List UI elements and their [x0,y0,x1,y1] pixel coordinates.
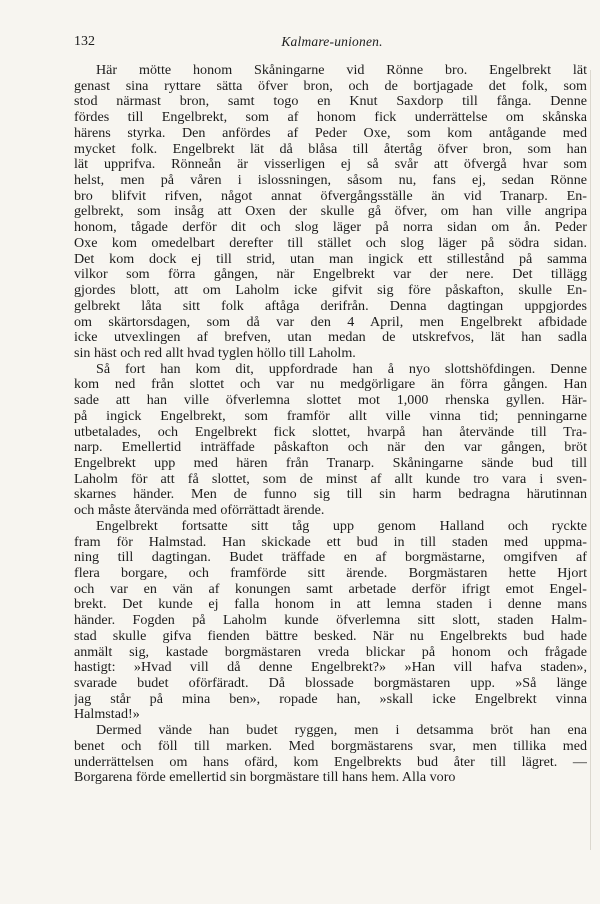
running-title: Kalmare-unionen. [281,34,383,49]
text-line: Här mötte honom Skåningarne vid Rönne bro. Engelbrekt lät [96,63,587,78]
page-edge [590,70,597,850]
text-line: gelbrekt, som insåg att Oxen der skulle gå öfver, om han ville angripa [74,204,587,220]
text-line: jag står på mina ben», ropade han, »skall icke Engelbrekt vinna [74,691,587,707]
text-line: händer. Fogden på Laholm kunde öfverlemna sitt slott, staden Halm- [74,613,587,629]
text-line: icke utvexlingen af brefven, utan medan de utskrefvos, lät han sadla [74,330,587,346]
text-line: utbetalades, och Engelbrekt fick slottet, hvarpå han återvände till Tra- [74,424,587,440]
text-line: underrättelsen om hans ofärd, kom Engelbrekts bud åter till lägret. — [74,754,587,770]
paragraph [74,63,587,362]
text-line: på ingick Engelbrekt, som framför allt ville vinna tid; penningarne [74,408,587,424]
paragraph [74,362,587,519]
body-text [74,63,587,786]
text-line: anmält sig, kastade borgmästaren vreda blickar på honom och frågade [74,644,587,660]
text-line: brekt. Det kunde ej falla honom in att lemna staden i denne mans [74,597,587,613]
text-line: benet och föll till marken. Med borgmästarens svar, men tillika med [74,738,587,754]
text-line: bro blifvit rifven, något annat öfvergångsställe än vid Tranarp. En- [74,188,587,204]
text-line: genast sina ryttare sätta öfver bron, och de bortjagade det folk, som [74,78,587,94]
paragraph [74,519,587,723]
text-line: och var en vän af konungen samt arbetade derför ifrigt emot Engel- [74,581,587,597]
text-line: helst, men på våren i islossningen, såsom nu, fans ej, sedan Rönne [74,173,587,189]
text-line: Engelbrekt fortsatte sitt tåg upp genom Halland och ryckte [96,518,587,534]
text-line: Laholm för att få slottet, som de minst af allt kunde tro vara i sven- [74,471,587,487]
text-line: hastigt: »Hvad vill då denne Engelbrekt?» »Han vill hafva staden», [74,660,587,676]
text-line: Borgarena förde emellertid sin borgmästare till hans hem. Alla voro [74,770,456,786]
text-line: ning till dagtingan. Budet träffade en af borgmästarne, omgifven af [74,550,587,566]
text-line: honom, tågade derför dit och slog läger på norra sidan om ån. Peder [74,220,587,236]
text-line: Dermed vände han budet ryggen, men i detsamma bröt han ena [96,723,587,739]
text-line: Det kom dock ej till strid, utan man ingick ett stillestånd på samma [74,251,587,267]
text-line: fram för Halmstad. Han skickade ett bud in till staden med uppma- [74,534,587,550]
text-line: fördes till Engelbrekt, som af honom fick underrättelse om skånska [74,110,587,126]
paragraph [74,723,587,786]
text-line: gelbrekt låta sitt folk aftåga derifrån. Denna dagtingan uppgjordes [74,298,587,314]
text-line: kom ned från slottet och var nu medgörligare än förra gången. Han [74,377,587,393]
text-line: skarnes händer. Men de funno sig till sin harm bedragna härutinnan [74,487,587,503]
text-line: Engelbrekt upp med hären från Tranarp. Skåningarne sände bud till [74,455,587,471]
text-line: stod närmast bron, samt togo en Knut Saxdorp till fånga. Denne [74,94,587,110]
page-number: 132 [74,34,95,49]
text-line: om skärtorsdagen, som då var den 4 April, men Engelbrekt afbidade [74,314,587,330]
text-line: gjordes blott, att om Laholm icke gifvit sig före påskafton, skulle En- [74,283,587,299]
text-line: svarade budet oförfäradt. Då blossade borgmästaren upp. »Så länge [74,676,587,692]
text-line: vilkor som förra gången, när Engelbrekt var der nere. Det tillägg [74,267,587,283]
text-line: sin häst och red allt hvad tyglen höllo till Laholm. [74,345,356,361]
text-line: stad skulle gifva fienden bättre besked. När nu Engelbrekts bud hade [74,628,587,644]
text-line: Oxe kom omedelbart derefter till stället och slog läger på södra sidan. [74,235,587,251]
text-line: flera borgare, och framförde sitt ärende. Borgmästaren hette Hjort [74,566,587,581]
text-line: sade att han ville öfverlemna slottet mot 1,000 rhenska gyllen. Här- [74,393,587,409]
text-line: Så fort han kom dit, uppfordrade han å nyo slottshöfdingen. Denne [96,361,587,377]
page-header [74,34,590,54]
text-line: Halmstad!» [74,707,140,723]
text-line: härens styrka. Den anfördes af Peder Oxe, som kom antågande med [74,125,587,141]
text-line: lät upprifva. Rönneån är visserligen ej så svår att öfvergå hvar som [74,157,587,173]
text-line: och måste återvända med oförrättadt ärende. [74,503,325,519]
text-line: mycket folk. Engelbrekt lät då blåsa till återtåg öfver bron, som han [74,141,587,157]
text-line: narp. Emellertid inträffade påskafton och när den var gången, bröt [74,440,587,456]
